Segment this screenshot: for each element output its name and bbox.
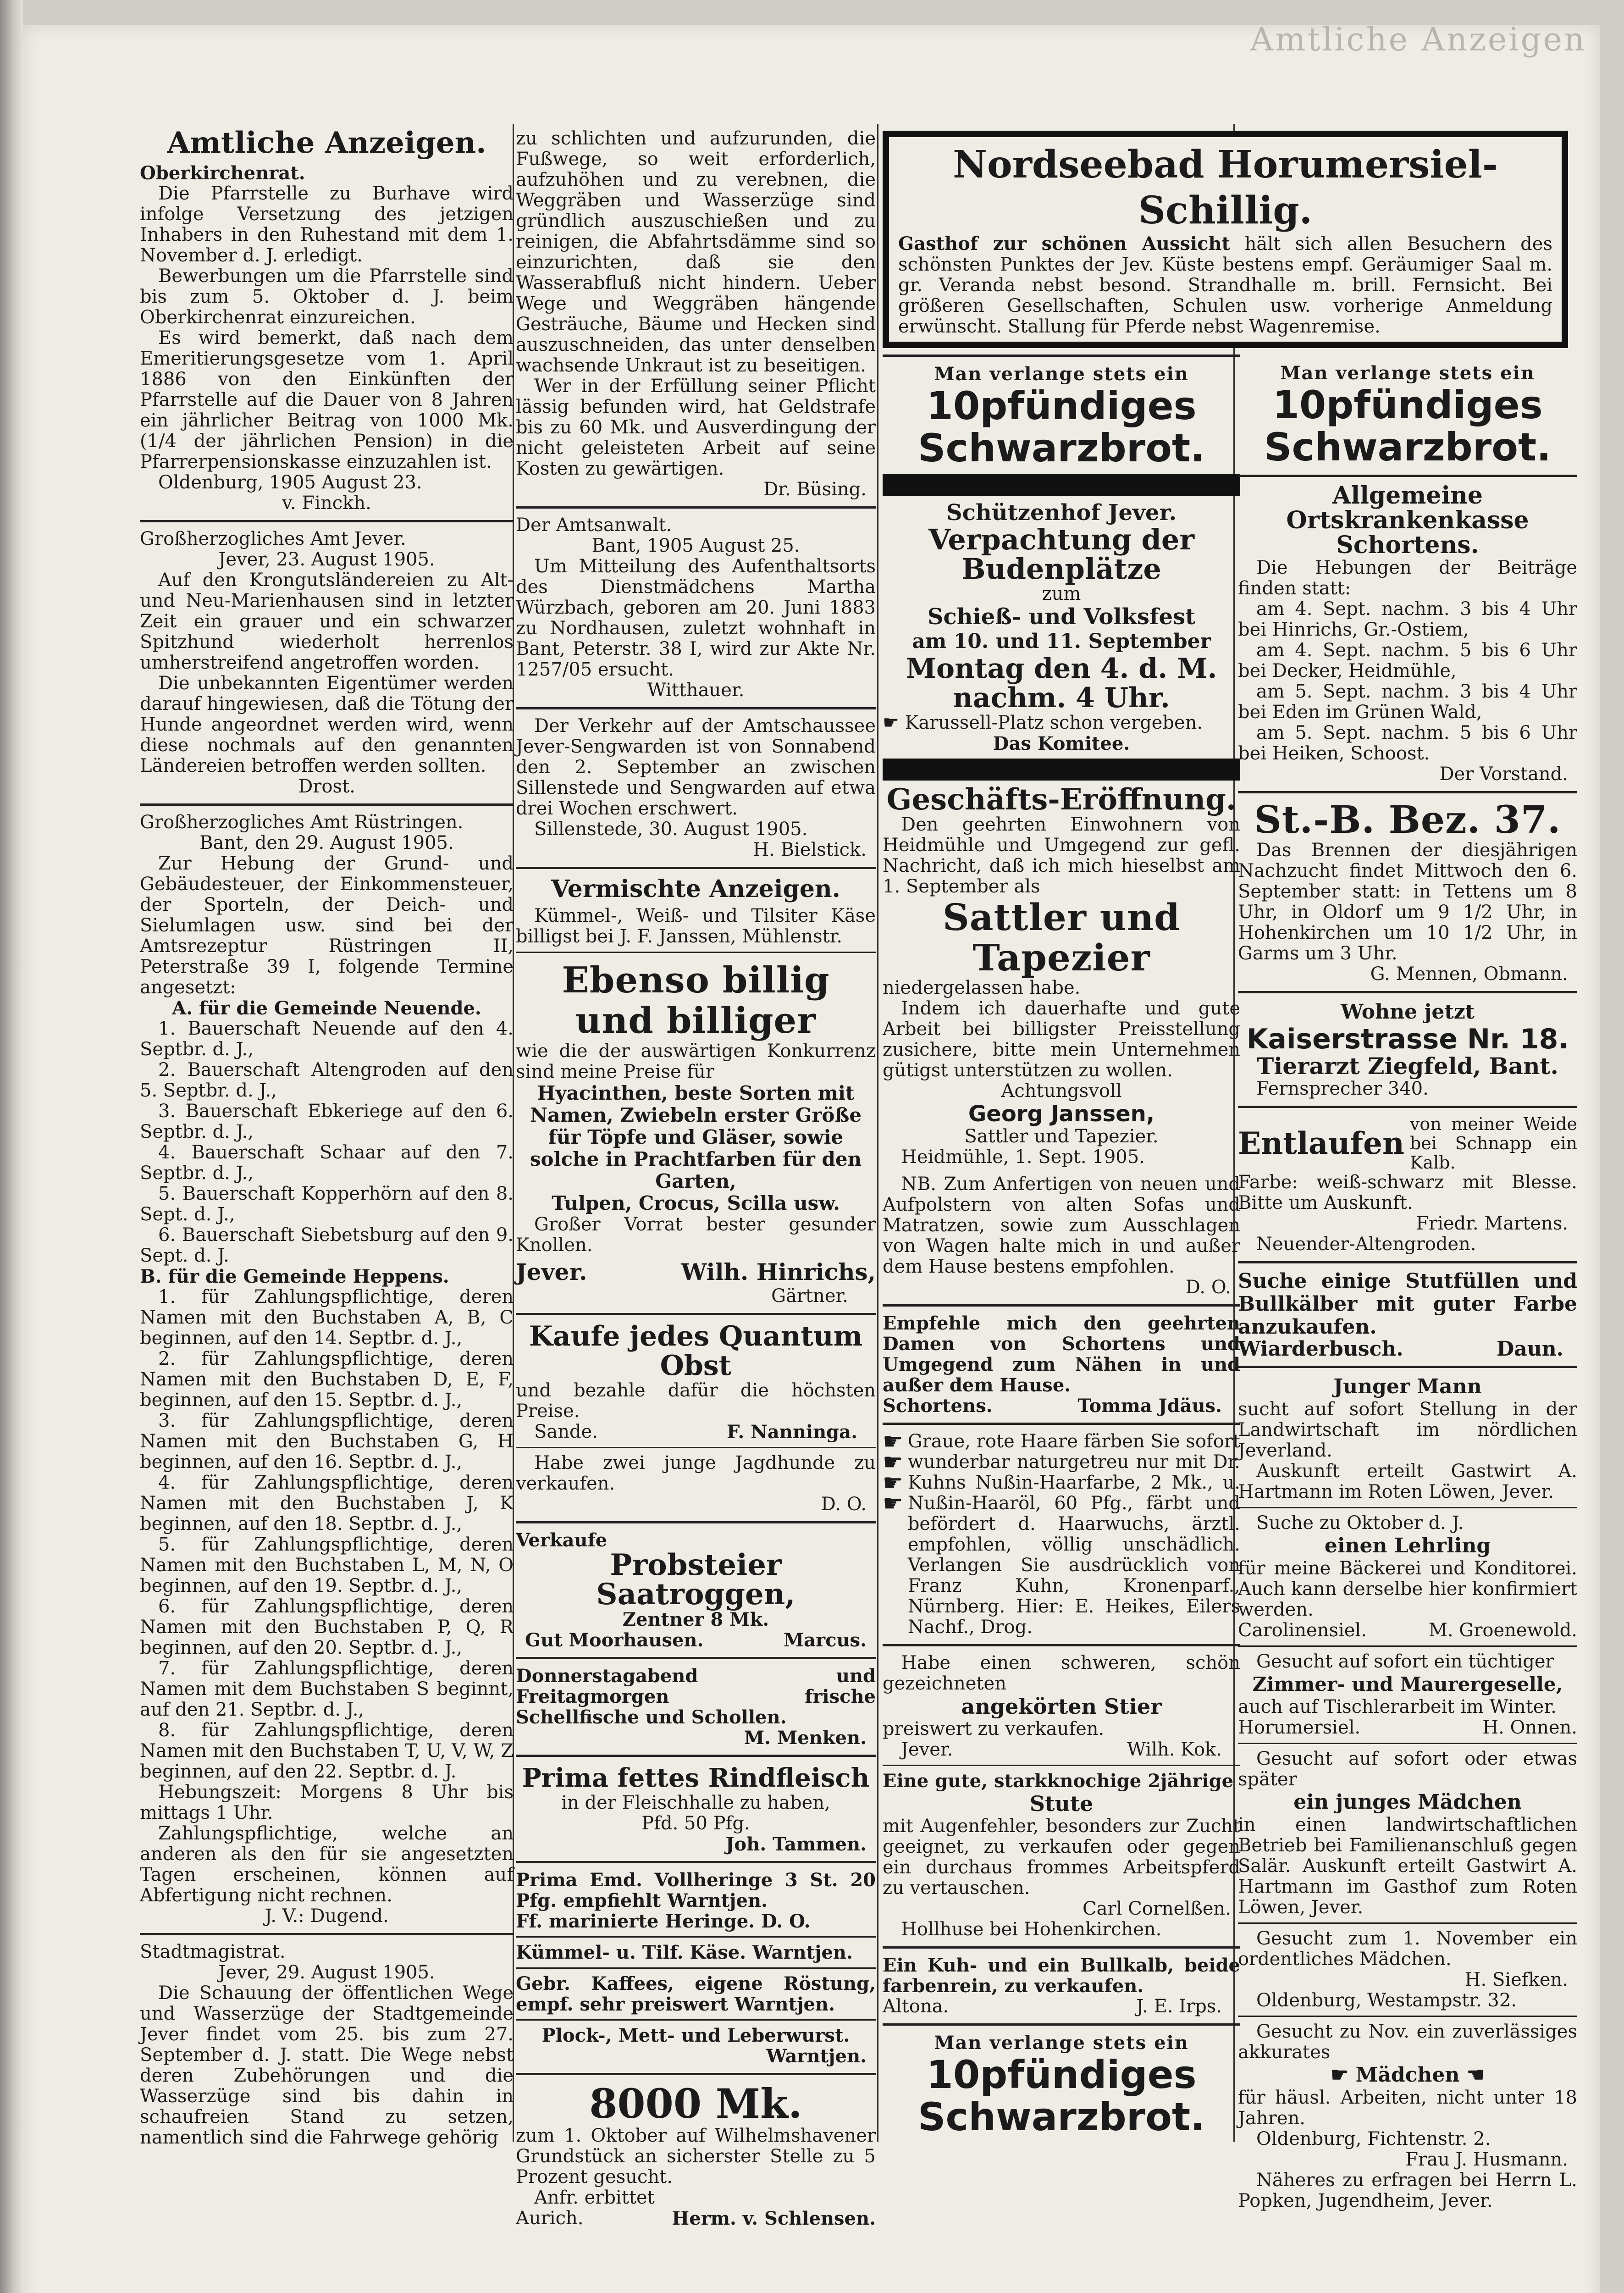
ad-city: Wiarderbusch. (1238, 1337, 1403, 1361)
pointing-hand-icon: ☛ (883, 712, 899, 733)
list-item: 2. Bauerschaft Altengroden auf den 5. Septbr. d. J., (140, 1059, 514, 1101)
divider (140, 803, 514, 806)
ad-text: Habe zwei junge Jagdhunde zu verkaufen. (516, 1452, 876, 1494)
bread-ad-headline: 10pfündiges (926, 2052, 1197, 2097)
ad-name: Wilh. Kok. (1127, 1739, 1222, 1760)
ad-bold-text: Tulpen, Crocus, Scilla usw. (552, 1191, 840, 1214)
ad-text: Gesucht auf sofort ein tüchtiger (1256, 1651, 1554, 1672)
ad-headline: Entlaufen (1238, 1125, 1404, 1161)
bread-ad-headline: 10pfündiges (1272, 382, 1543, 427)
ad-name: Georg Janssen, (968, 1101, 1155, 1127)
ad-headline: Montag den 4. d. M. nachm. 4 Uhr. (906, 653, 1217, 714)
ad-text: preiswert zu verkaufen. (883, 1718, 1105, 1739)
list-item: 2. für Zahlungspflichtige, deren Namen mit den Buchstaben D, E, F, beginnen, auf den 15. Septbr. d. J., (140, 1348, 514, 1411)
ad-text: niedergelassen habe. (883, 977, 1081, 998)
ad-text: Näheres zu erfragen bei Herrn L. Popken, Jugendheim, Jever. (1238, 2170, 1577, 2211)
ad-headline: Verpachtung der Budenplätze (928, 523, 1195, 586)
hair-ad (883, 1428, 1240, 1638)
divider (516, 867, 876, 869)
ad-signature: G. Mennen, Obmann. (1370, 964, 1568, 985)
divider (1238, 991, 1577, 993)
notice-text: Zahlungspflichtige, welche an anderen als den für sie angesetzten Tagen erscheinen, können auf Abfertigung nicht rechnen. (140, 1822, 514, 1906)
ad-name: Herm. v. Schlensen. (672, 2207, 876, 2229)
ad-place: Hollhuse bei Hohenkirchen. (901, 1919, 1162, 1940)
divider (1238, 1645, 1577, 1647)
ad-place-text: Karussell-Platz schon vergeben. (905, 712, 1203, 733)
notice-signature: H. Bielstick. (753, 839, 867, 860)
ad-headline: angekörten Stier (961, 1694, 1162, 1719)
divider (516, 1657, 876, 1659)
ad-text: Fernsprecher 340. (1256, 1078, 1429, 1099)
bread-ad-headline: 10pfündiges (926, 383, 1197, 428)
list-item: am 4. Sept. nachm. 5 bis 6 Uhr bei Decker, Heidmühle, (1238, 640, 1577, 681)
ad-name: M. Groenewold. (1428, 1620, 1577, 1641)
divider (1238, 1366, 1577, 1368)
ad-text: Das Brennen der diesjährigen Nachzucht findet Mittwoch den 6. September statt: in Tettens um 8 Uhr, in Oldorf um 9 1/2 Uhr, in Hohenkirchen um 10 1/2 Uhr, in Garms um 3 Uhr. (1238, 840, 1577, 964)
column-rule (877, 124, 878, 2142)
ad-headline: Schieß- und Volksfest (927, 604, 1196, 630)
ad-text: Pfd. 50 Pfg. (641, 1812, 750, 1834)
ad-text: Großer Vorrat bester gesunder Knollen. (516, 1213, 876, 1256)
ad-text: Ein Kuh- und ein Bullkalb, beide farbenrein, zu verkaufen. (883, 1955, 1240, 1997)
ad-role: Gärtner. (771, 1285, 848, 1307)
ad-signature: M. Menken. (744, 1727, 867, 1749)
ad-signature: Frau J. Husmann. (1405, 2149, 1568, 2170)
divider (1238, 791, 1577, 793)
ad-text: Gesucht zu Nov. ein zuverlässiges akkurates (1238, 2021, 1577, 2063)
ad-text: Suche einige Stutfüllen und Bullkälber mit guter Farbe anzukaufen. (1238, 1269, 1577, 1339)
list-item: am 5. Sept. nachm. 3 bis 4 Uhr bei Eden im Grünen Wald, (1238, 681, 1577, 723)
ad-signature: Joh. Tammen. (725, 1833, 867, 1855)
notice-signature: Witthauer. (647, 680, 745, 701)
notice-subheading: B. für die Gemeinde Heppens. (140, 1265, 449, 1287)
banner-box (883, 131, 1568, 348)
black-bar (883, 474, 1240, 496)
ad-text: Den geehrten Einwohnern von Heidmühle und Umgegend zur gefl. Nachricht, daß ich mich hieselbst am 1. September als (883, 814, 1240, 897)
bread-ad-top: Man verlange stets ein (1280, 362, 1535, 384)
ad-signature-row (516, 2208, 876, 2229)
divider (516, 506, 876, 509)
notice-heading: Der Amtsanwalt. (516, 515, 672, 536)
notice-text: Die Schauung der öffentlichen Wege und Wasserzüge der Stadtgemeinde Jever findet vom 25. bis zum 27. September d. J. statt. Die Wege nebst deren Zubehörungen und die Wasserzüge sind bis dahin in schaufreien Stand zu setzen, namentlich sind die Fahrwege gehörig (140, 1982, 514, 2148)
notice-text: Die Pfarrstelle zu Burhave wird infolge Versetzung des jetzigen Inhabers in den Ruhestand mit dem 1. November d. J. erledigt. (140, 183, 514, 266)
list-item: 1. für Zahlungspflichtige, deren Namen mit den Buchstaben A, B, C beginnen, auf den 14. Septbr. d. J., (140, 1286, 514, 1349)
list-item: 3. für Zahlungspflichtige, deren Namen mit den Buchstaben G, H beginnen, auf den 16. Septbr. d. J., (140, 1410, 514, 1473)
divider (883, 1304, 1240, 1307)
list-item: am 4. Sept. nachm. 3 bis 4 Uhr bei Hinrichs, Gr.-Ostiem, (1238, 598, 1577, 640)
notice-date: Sillenstede, 30. August 1905. (534, 819, 808, 840)
divider (516, 1521, 876, 1523)
column-2 (516, 128, 876, 2229)
divider (1238, 1261, 1577, 1263)
ad-signature-row (516, 1630, 876, 1651)
lost-calf-ad (1238, 1114, 1577, 1172)
ad-headline: Sattler und Tapezier (942, 896, 1181, 979)
list-item: 4. Bauerschaft Schaar auf den 7. Septbr. d. J., (140, 1141, 514, 1184)
list-item: 3. Bauerschaft Ebkeriege auf den 6. Septbr. d. J., (140, 1100, 514, 1142)
ad-city: Schortens. (883, 1395, 993, 1417)
ad-headline-text: Mädchen (1355, 2063, 1460, 2087)
notice-signature: v. Finckh. (282, 492, 371, 514)
ad-heading: Wohne jetzt (1340, 1000, 1475, 1024)
bread-ad-headline: Schwarzbrot. (1264, 425, 1552, 470)
ad-text: Donnerstagabend und Freitagmorgen frische Schellfische und Schollen. (516, 1665, 876, 1728)
ad-place: Gut Moorhausen. (525, 1629, 704, 1651)
ad-name: F. Nanninga. (727, 1421, 857, 1443)
ad-signature-row (883, 1739, 1240, 1760)
divider (516, 1313, 876, 1315)
ad-city: Carolinensiel. (1238, 1620, 1367, 1641)
notice-signature: J. V.: Dugend. (265, 1905, 389, 1927)
notice-subheading: A. für die Gemeinde Neuende. (172, 997, 481, 1019)
divider (516, 2019, 876, 2021)
section-title: Vermischte Anzeigen. (551, 875, 840, 903)
ad-headline: 8000 Mk. (589, 2079, 802, 2127)
ad-text: von meiner Weide bei Schnapp ein Kalb. (1409, 1114, 1577, 1173)
notice-text: zu schlichten und aufzurunden, die Fußwege, so weit erforderlich, aufzuhöhen und zu verebnen, die Weggräben und Wasserzüge sind gründlich auszuschießen und zu reinigen, die Abfahrtsdämme sind so einzurichten, daß sie den Wasserabfluß nicht hindern. Ueber Wege und Weggräben hängende Gesträuche, Bäume und Hecken sind auszuschneiden, das unter denselben wachsende Unkraut ist zu beseitigen. (516, 128, 876, 376)
ad-headline: Probsteier Saatroggen, (596, 1547, 795, 1612)
ad-city: Sande. (534, 1421, 598, 1442)
notice-heading: Großherzogliches Amt Rüstringen. (140, 811, 464, 833)
list-item: 7. für Zahlungspflichtige, deren Namen mit dem Buchstaben S beginnt, auf den 21. Septbr. d. J., (140, 1657, 514, 1720)
ad-signature-row (1238, 1339, 1577, 1359)
ad-headline: Stute (1029, 1791, 1094, 1816)
divider (516, 1755, 876, 1757)
ad-text: Zentner 8 Mk. (622, 1608, 769, 1630)
ad-place: Oldenburg, Westampstr. 32. (1256, 1990, 1517, 2011)
divider (1238, 1507, 1577, 1508)
page-left-edge (0, 0, 23, 2293)
list-item: 6. Bauerschaft Siebetsburg auf den 9. Sept. d. J. (140, 1224, 514, 1266)
list-item: 8. für Zahlungspflichtige, deren Namen mit den Buchstaben T, U, V, W, Z beginnen, auf den 22. Septbr. d. J. (140, 1719, 514, 1782)
notice-signature: Drost. (298, 775, 355, 797)
ad-text: Gesucht zum 1. November ein ordentliches Mädchen. (1238, 1928, 1577, 1970)
divider (883, 2023, 1240, 2026)
ad-text: Kümmel- u. Tilf. Käse. Warntjen. (516, 1941, 853, 1963)
ad-heading: Schützenhof Jever. (946, 500, 1177, 526)
notice-text: Auf den Krongutsländereien zu Alt- und Neu-Marienhausen sind in letzter Zeit ein grauer und ein schwarzer Spitzhund wiederholt herrenlos umherstreifend angetroffen worden. (140, 569, 514, 673)
notice-date: Oldenburg, 1905 August 23. (158, 471, 422, 493)
ad-headline: ein junges Mädchen (1293, 1790, 1522, 1814)
ad-name: Daun. (1497, 1337, 1563, 1361)
notice-date: Bant, den 29. August 1905. (199, 832, 454, 853)
ad-headline: Kaiserstrasse Nr. 18. (1246, 1023, 1569, 1055)
ad-signature: Friedr. Martens. (1416, 1213, 1568, 1234)
list-item: 1. Bauerschaft Neuende auf den 4. Septbr. d. J., (140, 1018, 514, 1060)
running-head: Amtliche Anzeigen (1250, 21, 1586, 58)
ad-place: Neuender-Altengroden. (1256, 1234, 1476, 1255)
ad-name: J. E. Irps. (1136, 1996, 1222, 2017)
column-1 (140, 103, 514, 2148)
ad-name: Tomma Jdäus. (1077, 1395, 1222, 1417)
notice-text: Es wird bemerkt, daß nach dem Emeritierungsgesetze vom 1. April 1886 von den Einkünften der Pfarrstelle auf die Dauer von 8 Jahren ein jährlicher Beitrag von 1000 Mk. (1/4 der jährlichen Pension) in die Pfarrerpensionskasse einzuzahlen ist. (140, 327, 514, 472)
ad-place: Heidmühle, 1. Sept. 1905. (901, 1146, 1145, 1168)
ad-text: Ff. marinierte Heringe. D. O. (516, 1910, 811, 1932)
column-4 (1238, 362, 1577, 2211)
ad-text: Plock-, Mett- und Leberwurst. (541, 2024, 850, 2046)
ad-headline: einen Lehrling (1324, 1534, 1491, 1557)
divider (883, 1946, 1240, 1949)
notice-text: Die unbekannten Eigentümer werden darauf hingewiesen, daß die Tötung der Hunde angeordnet werden wird, wenn diese nochmals auf den genannten Ländereien betroffen werden sollten. (140, 672, 514, 776)
notice-date: Jever, 23. August 1905. (218, 548, 435, 570)
divider (1238, 1743, 1577, 1744)
ad-text: Gebr. Kaffees, eigene Röstung, empf. sehr preiswert Warntjen. (516, 1972, 876, 2015)
ad-city: Jever. (516, 1258, 587, 1285)
ad-headline: und billiger (575, 999, 817, 1041)
list-item: 4. für Zahlungspflichtige, deren Namen mit den Buchstaben J, K beginnen, auf den 18. Septbr. d. J., (140, 1472, 514, 1534)
pointing-hand-icon: ☚ (1466, 2063, 1485, 2087)
banner-title: Nordseebad Horumersiel-Schillig. (953, 143, 1498, 233)
ad-city: Horumersiel. (1238, 1717, 1361, 1738)
ad-text: mit Augenfehler, besonders zur Zucht geeignet, zu verkaufen oder gegen ein durchaus frommes Arbeitspferd zu vertauschen. (883, 1816, 1240, 1899)
ad-text: Eine gute, starkknochige 2jährige (883, 1770, 1234, 1792)
divider (140, 520, 514, 522)
schedule-list-b (140, 1287, 514, 1782)
ad-signature-row (516, 1258, 876, 1286)
bread-ad-top: Man verlange stets ein (934, 363, 1189, 385)
divider (883, 1423, 1240, 1425)
ad-text: Habe einen schweren, schön gezeichneten (883, 1652, 1240, 1694)
notice-signature: Dr. Büsing. (763, 479, 867, 500)
ad-signature: D. O. (821, 1493, 867, 1515)
ad-headline: St.-B. Bez. 37. (1254, 798, 1561, 842)
list-item: 5. für Zahlungspflichtige, deren Namen mit den Buchstaben L, M, N, O beginnen, auf den 19. Septbr. d. J., (140, 1534, 514, 1596)
ad-headline: Kaufe jedes Quantum Obst (529, 1320, 863, 1382)
divider (516, 2073, 876, 2075)
ad-text: sucht auf sofort Stellung in der Landwirtschaft im nördlichen Jeverland. (1238, 1399, 1577, 1461)
pointing-hand-icon: ☛ (1330, 2063, 1349, 2087)
ad-place: Oldenburg, Fichtenstr. 2. (1256, 2128, 1491, 2149)
bread-ad-headline: Schwarzbrot. (917, 2094, 1205, 2139)
ad-name: H. Onnen. (1482, 1717, 1577, 1738)
ad-headline: Geschäfts-Eröffnung. (886, 782, 1237, 817)
ad-city: Altona. (883, 1996, 949, 2017)
divider (516, 1936, 876, 1938)
ad-text: NB. Zum Anfertigen von neuen und Aufpolstern von alten Sofas und Matratzen, sowie zum Ausschlagen von Wagen halte mich in und außer dem Hause bestens empfohlen. (883, 1174, 1240, 1277)
ad-name: Marcus. (783, 1629, 867, 1651)
ad-text (883, 713, 1240, 733)
notice-date: Bant, 1905 August 25. (591, 535, 800, 556)
ad-signature: Der Vorstand. (1439, 764, 1568, 785)
ad-text: Gesucht auf sofort oder etwas später (1238, 1748, 1577, 1790)
ad-signature-row (1238, 1620, 1577, 1641)
notice-text: Der Verkehr auf der Amtschaussee Jever-Sengwarden ist von Sonnabend den 2. September an zwischen Sillenstede und Sengwarden auf etwa drei Wochen erschwert. (516, 715, 876, 819)
ad-city: Jever. (901, 1739, 953, 1760)
notice-text: Zur Hebung der Grund- und Gebäudesteuer, der Einkommensteuer, der Sporteln, der Deich- und Sielumlagen usw. sind bei der Amtsrezeptur Rüstringen II, Peterstraße 39 I, folgende Termine angesetzt: (140, 853, 514, 998)
ad-headline: Prima fettes Rindfleisch (522, 1762, 870, 1793)
notice-date: Jever, 29. August 1905. (218, 1961, 435, 1983)
divider (516, 1967, 876, 1969)
ad-headline: Allgemeine Ortskrankenkasse Schortens. (1286, 482, 1529, 559)
ad-signature-row (883, 1396, 1240, 1416)
notice-text: Hebungszeit: Morgens 8 Uhr bis mittags 1 Uhr. (140, 1781, 514, 1823)
list-item: am 5. Sept. nachm. 5 bis 6 Uhr bei Heiken, Schoost. (1238, 722, 1577, 764)
ad-city: Aurich. (516, 2207, 584, 2229)
ad-text: für häusl. Arbeiten, nicht unter 18 Jahren. (1238, 2087, 1577, 2129)
pointing-hand-icon: ☛ ☛ ☛ ☛ (883, 1428, 903, 1517)
section-title: Amtliche Anzeigen. (167, 126, 486, 160)
ad-text: Suche zu Oktober d. J. (1256, 1512, 1464, 1534)
ad-headline: Tierarzt Ziegfeld, Bant. (1257, 1052, 1558, 1080)
ad-text: Kümmel-, Weiß- und Tilsiter Käse billigst bei J. F. Janssen, Mühlenstr. (516, 905, 876, 947)
ad-text: auch auf Tischlerarbeit im Winter. (1238, 1696, 1557, 1717)
banner-ad (883, 131, 1568, 348)
bread-ad-headline: Schwarzbrot. (917, 426, 1205, 471)
banner-body: hält sich allen Besuchern des schönsten Punktes der Jev. Küste bestens empf. Geräumiger Saal m. gr. Veranda nebst besond. Strandhalle m. brill. Fernsicht. Bei größeren Gesellschaften, Schulen usw. vorherige Anmeldung erwünscht. Stallung für Pferde nebst Wagenremise. (898, 233, 1552, 337)
black-bar (883, 759, 1240, 781)
ad-signature: D. O. (1185, 1277, 1231, 1298)
divider (516, 1861, 876, 1863)
divider (1238, 1106, 1577, 1108)
notice-heading: Großherzogliches Amt Jever. (140, 528, 406, 549)
list-item: 5. Bauerschaft Kopperhörn auf den 8. Sept. d. J., (140, 1183, 514, 1225)
ad-headline: Junger Mann (1333, 1375, 1482, 1398)
ad-text: für meine Bäckerei und Konditorei. Auch kann derselbe hier konfirmiert werden. (1238, 1558, 1577, 1620)
notice-heading: Oberkirchenrat. (140, 162, 305, 184)
ad-text: Empfehle mich den geehrten Damen von Schortens und Umgegend zum Nähen in und außer dem Hause. (883, 1313, 1240, 1396)
notice-text: Wer in der Erfüllung seiner Pflicht lässig befunden wird, hat Geldstrafe bis zu 60 Mk. und Ausverdingung der nicht geleisteten Arbeit auf seine Kosten zu gewärtigen. (516, 376, 876, 479)
ad-text: Graue, rote Haare färben Sie sofort wunderbar naturgetreu nur mit Dr. Kuhns Nußin-Haarfarbe, 2 Mk., u. Nußin-Haaröl, 60 Pfg., färbt und befördert d. Haarwuchs, ärztl. empfohlen, völlig unschädlich. Verlangen Sie ausdrücklich von Franz Kuhn, Kronenparf., Nürnberg. Hier: E. Heikes, Eilers Nachf., Drog. (907, 1431, 1240, 1638)
ad-bold-text: Hyacinthen, beste Sorten mit Namen, Zwiebeln erster Größe für Töpfe und Gläser, sowie solche in Prachtfarben für den Garten, (530, 1081, 862, 1192)
ad-text: Achtungsvoll (1001, 1080, 1122, 1102)
ad-headline: Zimmer- und Maurergeselle, (1252, 1673, 1563, 1695)
divider (883, 354, 1240, 357)
ad-signature: Das Komitee. (993, 733, 1130, 754)
ad-text: Indem ich dauerhafte und gute Arbeit bei billigster Preisstellung zusichere, bitte mein Unternehmen gütigst unterstützen zu wollen. (883, 998, 1240, 1081)
ad-text: Farbe: weiß-schwarz mit Blesse. Bitte um Auskunft. (1238, 1172, 1577, 1213)
ad-text: Auskunft erteilt Gastwirt A. Hartmann im Roten Löwen, Jever. (1238, 1461, 1577, 1502)
schedule-list-a (140, 1019, 514, 1266)
ad-name: Wilh. Hinrichs, (681, 1258, 876, 1285)
divider (516, 952, 876, 953)
ad-text: in der Fleischhalle zu haben, (561, 1792, 830, 1813)
divider (140, 1933, 514, 1935)
ad-signature-row (883, 1996, 1240, 2017)
ad-headline: Ebenso billig (562, 959, 830, 1001)
ad-signature: H. Siefken. (1464, 1969, 1568, 1990)
ad-text: und bezahle dafür die höchsten Preise. (516, 1379, 876, 1422)
divider (1238, 2016, 1577, 2017)
divider (516, 707, 876, 709)
ad-text: Die Hebungen der Beiträge finden statt: (1238, 557, 1577, 599)
ad-text: Verkaufe (516, 1529, 608, 1551)
divider (516, 1447, 876, 1448)
ad-signature: Warntjen. (766, 2045, 867, 2067)
banner-lead: Gasthof zur schönen Aussicht (898, 233, 1231, 255)
ad-text: in einen landwirtschaftlichen Betrieb bei Familienanschluß gegen Salär. Auskunft erteilt Gastwirt A. Hartmann im Gasthof zum Roten Löwen, Jever. (1238, 1814, 1577, 1918)
notice-text: Bewerbungen um die Pfarrstelle sind bis zum 5. Oktober d. J. beim Oberkirchenrat einzureichen. (140, 265, 514, 328)
divider (1238, 1922, 1577, 1924)
divider (883, 1644, 1240, 1646)
divider (883, 1765, 1240, 1766)
ad-signature: Carl Cornelßen. (1083, 1898, 1231, 1919)
ad-text-bold: am 10. und 11. September (912, 630, 1211, 653)
notice-text: Um Mitteilung des Aufenthaltsorts des Dienstmädchens Martha Würzbach, geboren am 20. Juni 1883 zu Nordhausen, zuletzt wohnhaft in Bant, Peterstr. 38 I, wird zur Akte Nr. 1257/05 ersucht. (516, 556, 876, 680)
ad-signature-row (516, 1422, 876, 1442)
ad-text: zum (1042, 583, 1081, 604)
ad-text: zum 1. Oktober auf Wilhelmshavener Grundstück an sicherster Stelle zu 5 Prozent gesucht. (516, 2125, 876, 2188)
list-item: 6. für Zahlungspflichtige, deren Namen mit den Buchstaben P, Q, R beginnen, auf den 20. Septbr. d. J., (140, 1595, 514, 1658)
notice-heading: Stadtmagistrat. (140, 1941, 286, 1962)
banner-text (898, 233, 1552, 337)
ad-headline (1238, 2063, 1577, 2088)
ad-text: Prima Emd. Vollheringe 3 St. 20 Pfg. empfiehlt Warntjen. (516, 1869, 876, 1911)
ad-role: Sattler und Tapezier. (964, 1126, 1159, 1147)
ad-text: Anfr. erbittet (534, 2187, 655, 2208)
divider (1238, 475, 1577, 477)
bread-ad-top: Man verlange stets ein (934, 2032, 1189, 2054)
ad-text: wie die der auswärtigen Konkurrenz sind meine Preise für (516, 1040, 876, 1082)
ad-signature-row (1238, 1717, 1577, 1738)
